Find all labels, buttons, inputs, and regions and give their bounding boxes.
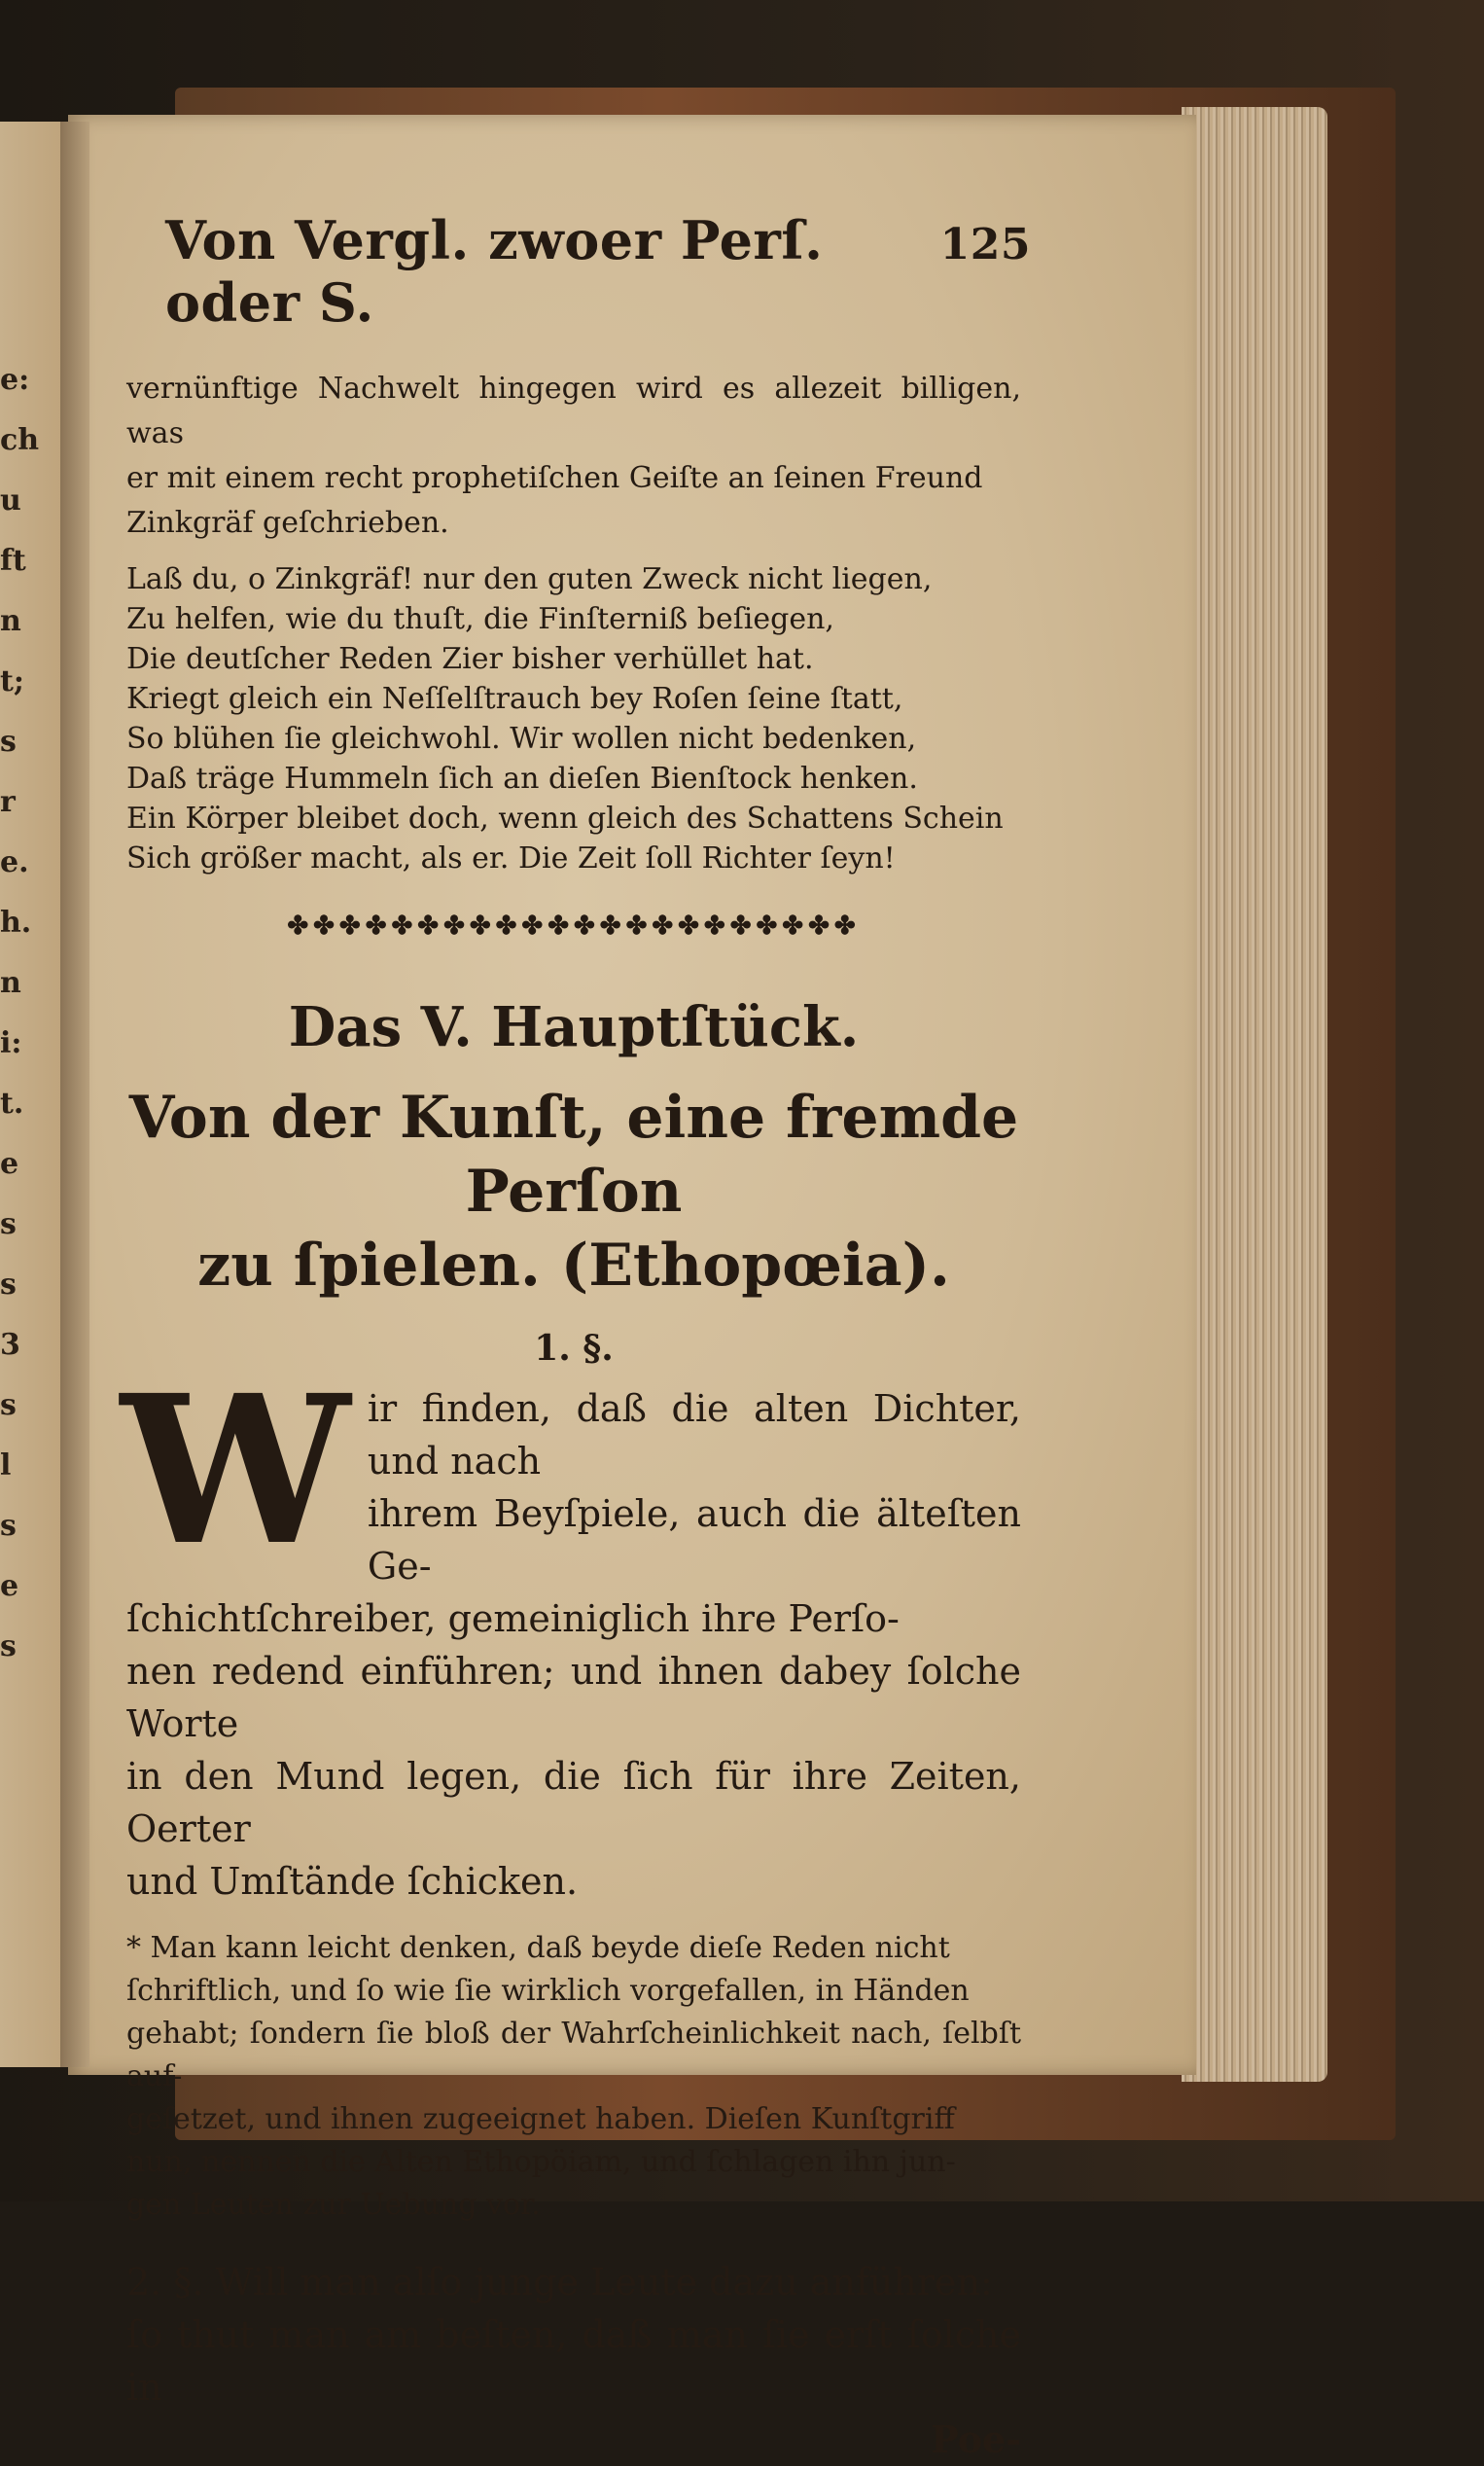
left-fragment: s (0, 1207, 17, 1241)
left-fragment: i: (0, 1026, 22, 1060)
left-fragment: s (0, 1629, 17, 1663)
note-line: * Man kann leicht denken, daß beyde dieſe Reden nicht (126, 1931, 950, 1965)
left-fragment: ft (0, 544, 26, 578)
left-page-fragments (0, 350, 40, 1677)
text-line: Zinkgräf geſchrieben. (126, 506, 449, 540)
verse-line: Laß du, o Zinkgräf! nur den guten Zweck nicht liegen, (126, 562, 933, 596)
ornament-divider: ✤✤✤✤✤✤✤✤✤✤✤✤✤✤✤✤✤✤✤✤✤✤ (287, 911, 861, 941)
left-fragment: n (0, 604, 21, 638)
text-line: nen redend einführen; und ihnen dabey ſolche Worte (126, 1650, 1021, 1745)
chapter-title (126, 1081, 1021, 1303)
section-2-paragraph (126, 2256, 1021, 2413)
verse-line: Daß träge Hummeln ſich an dieſen Bienſtock henken. (126, 762, 918, 796)
section-mark: 1. §. (534, 1328, 614, 1369)
page-edges (1182, 107, 1327, 2082)
text-line: vernünftige Nachwelt hingegen wird es allezeit billigen, was (126, 372, 1021, 450)
footnote (126, 1927, 1021, 2227)
text-line: ihrem Beyſpiele, auch die älteſten Ge- (367, 1492, 1021, 1588)
left-fragment: 3 (0, 1328, 20, 1362)
page-number: 125 (939, 220, 1031, 269)
left-fragment: s (0, 1268, 17, 1302)
text-line: ſo thut man am beſten, daß man ſie erſt ſolche in (126, 2313, 1021, 2409)
note-line: geſetzet, und ihnen zugeeignet haben. Dieſen Kunſtgriff (126, 2102, 955, 2136)
left-fragment: s (0, 1509, 17, 1543)
left-fragment: s (0, 725, 17, 759)
chapter-heading: Das V. Hauptſtück. (288, 995, 860, 1059)
note-line: gehabt; ſondern ſie bloß der Wahrſcheinlichkeit nach, ſelbſt auf- (126, 2017, 1021, 2093)
title-line: Von der Kunſt, eine fremde Perſon (128, 1084, 1019, 1226)
text-line: 2. §. Will man alſo junge Leute dazu anführen: (126, 2261, 993, 2304)
page-content (121, 209, 1031, 2466)
text-line: ir finden, daß die alten Dichter, und nach (367, 1387, 1021, 1483)
verse-line: Die deutſcher Reden Zier bisher verhüllet hat. (126, 642, 814, 676)
left-fragment: r (0, 785, 16, 819)
left-fragment: n (0, 966, 21, 1000)
text-line: er mit einem recht prophetiſchen Geiſte an ſeinen Freund (126, 461, 983, 495)
left-fragment: e (0, 1569, 19, 1603)
left-fragment: e. (0, 845, 29, 879)
note-line: nun, nennen die Alten Ethopöiam, und ſchlagen ihn jun- (126, 2145, 956, 2179)
left-fragment: l (0, 1448, 12, 1483)
left-fragment: h. (0, 906, 32, 940)
left-fragment: s (0, 1388, 17, 1422)
left-fragment: u (0, 483, 21, 518)
verse-line: Sich größer macht, als er. Die Zeit ſoll Richter ſeyn! (126, 841, 896, 876)
left-fragment: ch (0, 423, 40, 457)
catchword: Poe- (931, 2417, 1021, 2461)
note-line: gen Leuten zur Uebung vor. (126, 2188, 541, 2222)
verse-line: Kriegt gleich ein Neſſelſtrauch bey Roſen ſeine ſtatt, (126, 682, 903, 716)
text-line: und Umſtände ſchicken. (126, 1860, 579, 1903)
left-fragment: t; (0, 664, 24, 698)
running-head (165, 209, 1031, 334)
text-line: in den Mund legen, die ſich für ihre Zeiten, Oerter (126, 1755, 1021, 1850)
note-line: ſchriftlich, und ſo wie ſie wirklich vorgefallen, in Händen (126, 1974, 970, 2008)
text-line: ſchichtſchreiber, gemeiniglich ihre Perſo- (126, 1597, 900, 1640)
verse-line: Ein Körper bleibet doch, wenn gleich des Schattens Schein (126, 802, 1004, 836)
left-fragment: e (0, 1147, 19, 1181)
verse-line: So blühen ſie gleichwohl. Wir wollen nicht bedenken, (126, 722, 917, 756)
title-line: zu ſpielen. (Ethopœia). (197, 1232, 950, 1300)
running-head-title: Von Vergl. zwoer Perſ. oder S. (165, 209, 824, 334)
verse-line: Zu helfen, wie du thuſt, die Finſterniß beſiegen, (126, 602, 834, 636)
left-fragment: e: (0, 363, 30, 397)
section-1-paragraph (121, 1350, 1021, 1908)
gutter (60, 122, 89, 2067)
left-fragment: t. (0, 1087, 24, 1121)
drop-cap: W (121, 1350, 350, 1590)
verse-block (126, 559, 1021, 878)
intro-paragraph (126, 367, 1021, 546)
